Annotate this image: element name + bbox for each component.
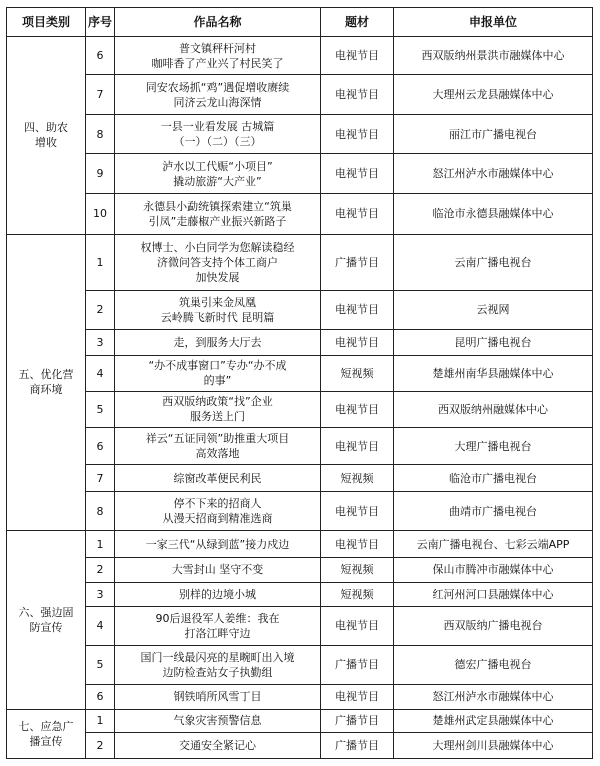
- row-number: 4: [86, 607, 115, 645]
- header-unit: 申报单位: [394, 8, 593, 37]
- work-title-line: 西双版纳政策“找”企业: [162, 395, 273, 409]
- header-genre: 题材: [321, 8, 394, 37]
- genre-cell: 电视节目: [321, 193, 394, 234]
- work-title-cell: [115, 114, 321, 154]
- work-title-cell: [115, 75, 321, 115]
- table-row: [7, 709, 593, 732]
- unit-cell: 大理州云龙县融媒体中心: [394, 75, 593, 115]
- row-number: 8: [86, 491, 115, 531]
- unit-cell: 楚雄州武定县融媒体中心: [394, 709, 593, 732]
- work-title-line: 停不下来的招商人: [173, 497, 262, 511]
- genre-cell: 电视节目: [321, 37, 394, 75]
- row-number: 6: [86, 685, 115, 710]
- genre-cell: 广播节目: [321, 709, 394, 732]
- work-title-cell: [115, 709, 321, 732]
- table-body: [7, 37, 593, 759]
- genre-cell: 电视节目: [321, 75, 394, 115]
- work-title-cell: [115, 427, 321, 464]
- genre-cell: 电视节目: [321, 291, 394, 329]
- work-title-cell: [115, 465, 321, 492]
- unit-cell: 大理广播电视台: [394, 427, 593, 464]
- category-label: 防宣传: [29, 621, 63, 635]
- work-title-line: 同济云龙山海深情: [173, 95, 262, 109]
- row-number: 2: [86, 558, 115, 583]
- work-title-line: 权博士、小白同学为您解读稳经: [140, 240, 295, 254]
- category-label: 增收: [35, 136, 57, 150]
- work-title-cell: [115, 531, 321, 558]
- work-title-line: 走，到服务大厅去: [173, 335, 262, 349]
- row-number: 1: [86, 709, 115, 732]
- work-title-line: （一）（二）（三）: [173, 135, 262, 149]
- work-title-cell: [115, 291, 321, 329]
- table-row: [7, 114, 593, 154]
- genre-cell: 短视频: [321, 558, 394, 583]
- genre-cell: 电视节目: [321, 114, 394, 154]
- row-number: 1: [86, 234, 115, 291]
- table-row: [7, 733, 593, 759]
- work-title-cell: [115, 645, 321, 685]
- table-row: [7, 234, 593, 291]
- table-row: [7, 491, 593, 531]
- table-row: [7, 582, 593, 607]
- genre-cell: 电视节目: [321, 391, 394, 427]
- unit-cell: 曲靖市广播电视台: [394, 491, 593, 531]
- row-number: 9: [86, 154, 115, 194]
- work-title-cell: [115, 391, 321, 427]
- work-title-line: 高效落地: [195, 447, 240, 461]
- work-title-line: 90后退役军人姜维：我在: [155, 611, 280, 625]
- table-row: [7, 391, 593, 427]
- unit-cell: 昆明广播电视台: [394, 329, 593, 356]
- row-number: 2: [86, 291, 115, 329]
- genre-cell: 短视频: [321, 465, 394, 492]
- work-title-line: 国门一线最闪亮的星畹町出入境: [140, 650, 295, 664]
- table-row: [7, 75, 593, 115]
- header-number: 序号: [86, 8, 115, 37]
- row-number: 6: [86, 427, 115, 464]
- unit-cell: 西双版纳广播电视台: [394, 607, 593, 645]
- work-title-line: 筑巢引来金凤凰: [179, 295, 256, 309]
- work-title-cell: [115, 685, 321, 710]
- work-title-cell: [115, 607, 321, 645]
- work-title-line: “办不成事窗口”专办“办不成: [148, 359, 287, 373]
- work-title-cell: [115, 582, 321, 607]
- category-label: 七、应急广: [18, 719, 74, 733]
- table-row: [7, 685, 593, 710]
- work-title-line: 泸水以工代赈“小项目”: [162, 159, 273, 173]
- unit-cell: 德宏广播电视台: [394, 645, 593, 685]
- work-title-line: 济微问答支持个体工商户: [157, 255, 278, 269]
- work-title-line: 边防检查站女子执勤组: [162, 665, 273, 679]
- unit-cell: 云南广播电视台: [394, 234, 593, 291]
- table-header-row: [7, 8, 593, 37]
- genre-cell: 短视频: [321, 356, 394, 391]
- row-number: 10: [86, 193, 115, 234]
- genre-cell: 电视节目: [321, 154, 394, 194]
- genre-cell: 短视频: [321, 582, 394, 607]
- category-cell: [7, 37, 86, 235]
- unit-cell: 临沧市广播电视台: [394, 465, 593, 492]
- row-number: 8: [86, 114, 115, 154]
- works-table: [6, 7, 593, 759]
- work-title-line: 综窗改革便民利民: [173, 471, 262, 485]
- work-title-line: 打洛江畔守边: [184, 626, 251, 640]
- work-title-line: 祥云“五证同领”助推重大项目: [145, 432, 290, 446]
- work-title-line: 永德县小勐统镇探索建立“筑巢: [143, 199, 292, 213]
- category-label: 六、强边固: [18, 606, 74, 620]
- work-title-cell: [115, 491, 321, 531]
- unit-cell: 怒江州泸水市融媒体中心: [394, 685, 593, 710]
- unit-cell: 保山市腾冲市融媒体中心: [394, 558, 593, 583]
- work-title-line: 钢铁哨所风雪丁目: [173, 690, 262, 704]
- work-title-cell: [115, 733, 321, 759]
- header-category: 项目类别: [7, 8, 86, 37]
- row-number: 7: [86, 75, 115, 115]
- work-title-line: 一县一业看发展 古城篇: [160, 120, 275, 134]
- unit-cell: 楚雄州南华县融媒体中心: [394, 356, 593, 391]
- row-number: 5: [86, 391, 115, 427]
- row-number: 7: [86, 465, 115, 492]
- work-title-line: 的事”: [203, 374, 232, 388]
- row-number: 1: [86, 531, 115, 558]
- work-title-cell: [115, 193, 321, 234]
- work-title-line: 云岭腾飞新时代 昆明篇: [160, 310, 275, 324]
- genre-cell: 电视节目: [321, 685, 394, 710]
- genre-cell: 广播节目: [321, 645, 394, 685]
- work-title-line: 普文镇秤杆河村: [179, 41, 256, 55]
- table-row: [7, 37, 593, 75]
- work-title-line: 加快发展: [195, 270, 240, 284]
- table-row: [7, 645, 593, 685]
- table-row: [7, 465, 593, 492]
- work-title-line: 引凤”走藤椒产业振兴新路子: [148, 214, 287, 228]
- unit-cell: 临沧市永德县融媒体中心: [394, 193, 593, 234]
- category-label: 播宣传: [29, 734, 63, 748]
- unit-cell: 西双版纳州融媒体中心: [394, 391, 593, 427]
- unit-cell: 红河州河口县融媒体中心: [394, 582, 593, 607]
- header-title: 作品名称: [115, 8, 321, 37]
- genre-cell: 电视节目: [321, 329, 394, 356]
- work-title-cell: [115, 37, 321, 75]
- genre-cell: 电视节目: [321, 427, 394, 464]
- row-number: 3: [86, 329, 115, 356]
- category-label: 四、助农: [24, 121, 68, 135]
- unit-cell: 西双版纳州景洪市融媒体中心: [394, 37, 593, 75]
- row-number: 6: [86, 37, 115, 75]
- work-title-line: 从漫天招商到精准选商: [162, 512, 273, 526]
- table-row: [7, 558, 593, 583]
- work-title-cell: [115, 558, 321, 583]
- table-row: [7, 329, 593, 356]
- category-cell: [7, 234, 86, 531]
- row-number: 3: [86, 582, 115, 607]
- genre-cell: 电视节目: [321, 531, 394, 558]
- row-number: 4: [86, 356, 115, 391]
- table-row: [7, 356, 593, 391]
- table-row: [7, 607, 593, 645]
- row-number: 2: [86, 733, 115, 759]
- genre-cell: 电视节目: [321, 607, 394, 645]
- table-row: [7, 193, 593, 234]
- category-label: 商环境: [29, 383, 63, 397]
- category-cell: [7, 709, 86, 758]
- work-title-cell: [115, 356, 321, 391]
- work-title-line: 服务送上门: [190, 410, 245, 424]
- unit-cell: 大理州剑川县融媒体中心: [394, 733, 593, 759]
- unit-cell: 云南广播电视台、七彩云端APP: [394, 531, 593, 558]
- work-title-line: 同安农场抓“鸡”遇促增收赓续: [145, 80, 290, 94]
- table-row: [7, 531, 593, 558]
- table-row: [7, 427, 593, 464]
- unit-cell: 丽江市广播电视台: [394, 114, 593, 154]
- work-title-line: 撬动旅游“大产业”: [173, 174, 262, 188]
- row-number: 5: [86, 645, 115, 685]
- genre-cell: 电视节目: [321, 491, 394, 531]
- category-cell: [7, 531, 86, 709]
- genre-cell: 广播节目: [321, 234, 394, 291]
- table-row: [7, 291, 593, 329]
- work-title-line: 一家三代“从绿到蓝”接力戍边: [145, 537, 290, 551]
- work-title-line: 交通安全紧记心: [179, 739, 256, 753]
- table-row: [7, 154, 593, 194]
- work-title-cell: [115, 329, 321, 356]
- work-title-line: 咖啡香了产业兴了村民笑了: [151, 56, 284, 70]
- work-title-line: 气象灾害预警信息: [173, 714, 262, 728]
- work-title-line: 别样的边境小城: [179, 587, 256, 601]
- genre-cell: 广播节目: [321, 733, 394, 759]
- category-label: 五、优化营: [18, 368, 74, 382]
- unit-cell: 云视网: [394, 291, 593, 329]
- work-title-cell: [115, 234, 321, 291]
- unit-cell: 怒江州泸水市融媒体中心: [394, 154, 593, 194]
- work-title-line: 大雪封山 坚守不变: [171, 563, 264, 577]
- work-title-cell: [115, 154, 321, 194]
